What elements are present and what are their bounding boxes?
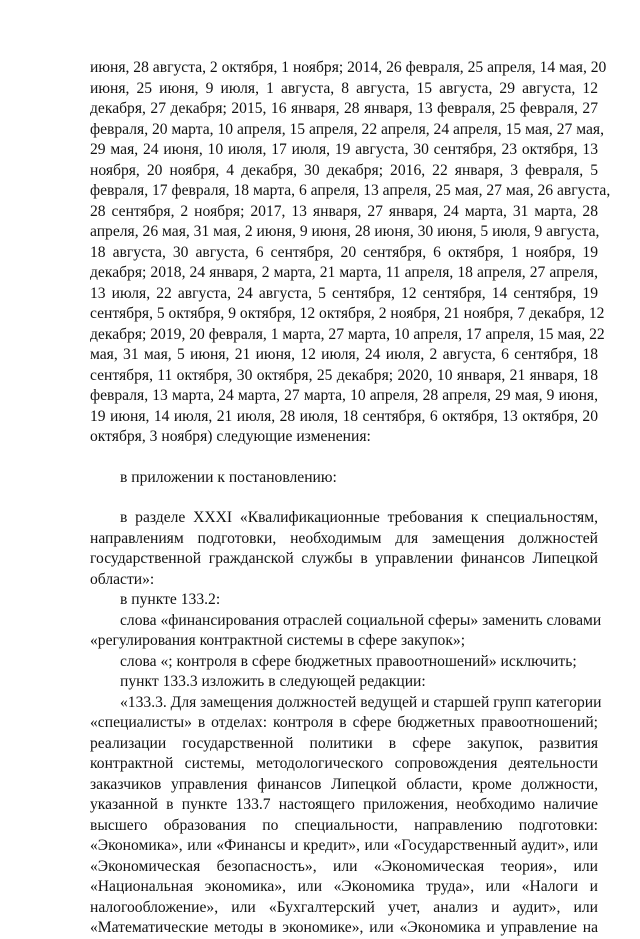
text-line: июня, 25 июня, 9 июля, 1 августа, 8 августа, 15 августа, 29 августа, 12 [90, 79, 598, 97]
text-line: налогообложение», или «Бухгалтерский учет, анализ и аудит», или [90, 898, 598, 916]
text-line: 29 мая, 24 июня, 10 июля, 17 июля, 19 августа, 30 сентября, 23 октября, 13 [90, 141, 598, 158]
text-line: «Математические методы в экономике», или «Экономика и управление на [90, 919, 598, 936]
text-line: направлениям подготовки, необходимым для замещения должностей [90, 529, 598, 547]
text-line: слова «финансирования отраслей социальной сферы» заменить словами [120, 611, 602, 629]
text-line: контрактной системы, методологического сопровождения деятельности [90, 755, 598, 772]
dates-paragraph [90, 58, 611, 448]
text-line: «регулирования контрактной системы в сфере закупок»; [90, 632, 466, 649]
text-line: октября, 3 ноября) следующие изменения: [90, 428, 371, 445]
text-line: апреля, 26 мая, 31 мая, 2 июня, 9 июня, 28 июня, 30 июня, 5 июля, 9 августа, [90, 223, 600, 240]
text-line: высшего образования по специальности, направлению подготовки: [90, 816, 598, 834]
text-line: «специалисты» в отделах: контроля в сфере бюджетных правоотношений; [90, 714, 598, 731]
point-edit-line: пункт 133.3 изложить в следующей редакции: [120, 673, 426, 690]
words-replace-paragraph [90, 611, 602, 652]
text-line: сентября, 11 октября, 30 октября, 25 декабря; 2020, 10 января, 21 января, 18 [90, 366, 598, 384]
section-paragraph [90, 508, 598, 590]
text-line: декабря; 2019, 20 февраля, 1 марта, 27 марта, 10 апреля, 17 апреля, 15 мая, 22 [90, 325, 605, 343]
text-line: 13 июля, 22 августа, 24 августа, 5 сентября, 12 сентября, 14 сентября, 19 [90, 284, 598, 302]
text-line: «Национальная экономика», или «Экономика труда», или «Налоги и [90, 878, 598, 895]
text-line: февраля, 13 марта, 24 марта, 27 марта, 10 апреля, 28 апреля, 29 мая, 9 июня, [90, 387, 598, 404]
appendix-line: в приложении к постановлению: [120, 468, 337, 486]
words-exclude-line: слова «; контроля в сфере бюджетных правоотношений» исключить; [120, 652, 577, 670]
text-line: реализации государственной политики в сфере закупок, развития [90, 734, 598, 752]
text-line: заказчиков управления финансов Липецкой области, кроме должности, [90, 775, 598, 793]
text-line: мая, 31 мая, 5 июня, 21 июня, 12 июля, 24 июля, 2 августа, 6 сентября, 18 [90, 346, 598, 363]
text-line: декабря, 27 декабря; 2015, 16 января, 28 января, 13 февраля, 25 февраля, 27 [90, 100, 598, 117]
text-line: «133.3. Для замещения должностей ведущей и старшей групп категории [120, 693, 602, 711]
text-line: в разделе XXXI «Квалификационные требования к специальностям, [120, 509, 598, 526]
text-line: июня, 28 августа, 2 октября, 1 ноября; 2014, 26 февраля, 25 апреля, 14 мая, 20 [90, 59, 607, 76]
text-line: ноября, 20 ноября, 4 декабря, 30 декабря; 2016, 22 января, 3 февраля, 5 [90, 161, 598, 179]
text-line: сентября, 5 октября, 9 октября, 12 октября, 2 ноября, 21 ноября, 7 декабря, 12 [90, 305, 605, 322]
text-line: «Экономическая безопасность», или «Экономическая теория», или [90, 857, 598, 875]
quote-paragraph [90, 693, 602, 939]
text-line: февраля, 20 марта, 10 апреля, 15 апреля, 22 апреля, 24 апреля, 15 мая, 27 мая, [90, 120, 604, 138]
text-line: области»: [90, 570, 155, 588]
text-line: государственной гражданской службы в управлении финансов Липецкой [90, 550, 598, 567]
document-page [90, 58, 611, 939]
point-line: в пункте 133.2: [120, 591, 221, 608]
text-line: 28 сентября, 2 ноября; 2017, 13 января, 27 января, 24 марта, 31 марта, 28 [90, 202, 598, 220]
text-line: 18 августа, 30 августа, 6 сентября, 20 сентября, 6 октября, 1 ноября, 19 [90, 243, 598, 261]
text-line: 19 июня, 14 июля, 21 июля, 28 июля, 18 сентября, 6 октября, 13 октября, 20 [90, 407, 598, 425]
text-line: «Экономика», или «Финансы и кредит», или «Государственный аудит», или [90, 837, 598, 854]
text-line: декабря; 2018, 24 января, 2 марта, 21 марта, 11 апреля, 18 апреля, 27 апреля, [90, 264, 598, 281]
text-line: февраля, 17 февраля, 18 марта, 6 апреля, 13 апреля, 25 мая, 27 мая, 26 августа, [90, 182, 611, 199]
text-line: указанной в пункте 133.7 настоящего приложения, необходимо наличие [90, 796, 598, 813]
